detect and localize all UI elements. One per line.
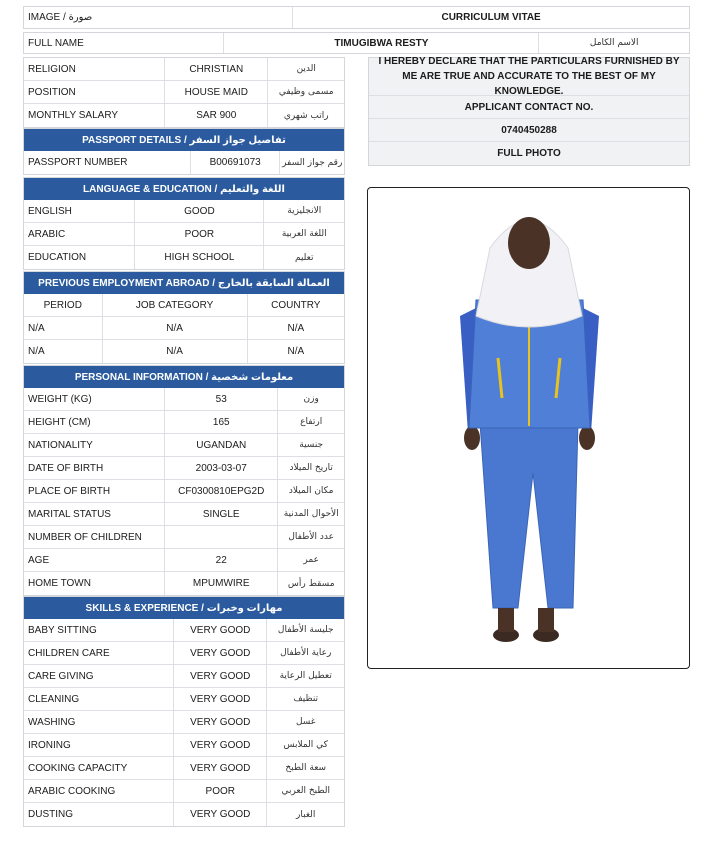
language-section <box>23 177 345 270</box>
table-row <box>24 81 344 104</box>
row-label-ar: غسل <box>266 711 344 733</box>
row-label-ar: مسمى وظيفي <box>267 81 344 103</box>
table-row <box>24 246 344 269</box>
left-hand <box>464 426 480 450</box>
row-label-ar: تعطيل الرعاية <box>266 665 344 687</box>
full-photo-label: FULL PHOTO <box>497 148 561 159</box>
row-label-ar: جنسية <box>277 434 344 456</box>
face-shape <box>508 217 550 269</box>
declaration-panel <box>368 57 690 166</box>
row-value: CHRISTIAN <box>164 58 267 80</box>
table-row <box>24 619 344 642</box>
employment-country: N/A <box>247 317 344 339</box>
row-label: NUMBER OF CHILDREN <box>28 531 142 543</box>
row-label-ar: سعة الطبخ <box>266 757 344 779</box>
table-row <box>24 151 344 174</box>
table-row <box>24 549 344 572</box>
row-value: VERY GOOD <box>173 803 266 826</box>
row-label: DUSTING <box>28 809 73 820</box>
cv-title: CURRICULUM VITAE <box>292 7 689 28</box>
row-value <box>164 526 277 548</box>
right-ankle <box>538 608 554 632</box>
table-row <box>24 58 344 81</box>
row-value: 53 <box>164 388 277 410</box>
table-row <box>24 642 344 665</box>
row-value: MPUMWIRE <box>164 572 277 595</box>
table-row <box>24 688 344 711</box>
row-value: POOR <box>134 223 263 245</box>
row-value: 165 <box>164 411 277 433</box>
row-value: GOOD <box>134 200 263 222</box>
passport-label-ar: رقم جواز السفر <box>279 151 344 174</box>
row-label: NATIONALITY <box>28 439 93 451</box>
table-row <box>24 480 344 503</box>
row-label: HEIGHT (CM) <box>28 416 91 428</box>
table-row <box>24 711 344 734</box>
skills-section <box>23 596 345 827</box>
employment-header-row <box>24 294 344 317</box>
cv-header-row <box>23 6 690 29</box>
passport-section <box>23 128 345 175</box>
full-photo <box>367 187 690 669</box>
table-row <box>24 665 344 688</box>
row-value: VERY GOOD <box>173 734 266 756</box>
row-label-ar: الغبار <box>266 803 344 826</box>
row-label: HOME TOWN <box>28 578 91 589</box>
row-value: VERY GOOD <box>173 757 266 779</box>
row-label: RELIGION <box>28 63 76 75</box>
contact-number: 0740450288 <box>369 119 689 142</box>
row-label-ar: الانجليزية <box>263 200 344 222</box>
passport-label: PASSPORT NUMBER <box>28 157 128 168</box>
row-value: SINGLE <box>164 503 277 525</box>
row-label: CHILDREN CARE <box>28 647 110 659</box>
row-label-ar: كي الملابس <box>266 734 344 756</box>
employment-title: PREVIOUS EMPLOYMENT ABROAD / العمالة السابقة بالخارج <box>24 272 344 294</box>
row-label-ar: عدد الأطفال <box>277 526 344 548</box>
row-label-ar: رعاية الأطفال <box>266 642 344 664</box>
employment-country: N/A <box>247 340 344 363</box>
language-title: LANGUAGE & EDUCATION / اللغة والتعليم <box>24 178 344 200</box>
row-label: CARE GIVING <box>28 670 94 682</box>
row-label-ar: راتب شهري <box>267 104 344 127</box>
row-label: DATE OF BIRTH <box>28 462 104 474</box>
row-label: IRONING <box>28 739 71 751</box>
left-ankle <box>498 608 514 632</box>
row-value: VERY GOOD <box>173 711 266 733</box>
right-hand <box>579 426 595 450</box>
employment-period: N/A <box>28 346 45 357</box>
row-value: 22 <box>164 549 277 571</box>
table-row <box>24 200 344 223</box>
row-label-ar: تاريخ الميلاد <box>277 457 344 479</box>
row-label: CLEANING <box>28 693 80 705</box>
personal-section <box>23 365 345 596</box>
row-label-ar: عمر <box>277 549 344 571</box>
row-value: HOUSE MAID <box>164 81 267 103</box>
row-label-ar: مسقط رأس <box>277 572 344 595</box>
column-header: PERIOD <box>43 299 82 311</box>
skills-title: SKILLS & EXPERIENCE / مهارات وخبرات <box>24 597 344 619</box>
row-label-ar: وزن <box>277 388 344 410</box>
row-value: VERY GOOD <box>173 642 266 664</box>
employment-section <box>23 271 345 364</box>
row-label-ar: جليسة الأطفال <box>266 619 344 641</box>
table-row <box>24 104 344 127</box>
table-row <box>24 223 344 246</box>
table-row <box>24 411 344 434</box>
row-label-ar: تعليم <box>263 246 344 269</box>
row-label: ARABIC COOKING <box>28 785 116 797</box>
table-row <box>24 503 344 526</box>
row-label: MONTHLY SALARY <box>28 110 119 121</box>
contact-label: APPLICANT CONTACT NO. <box>369 96 689 119</box>
row-label-ar: اللغة العربية <box>263 223 344 245</box>
row-label: ENGLISH <box>28 205 72 217</box>
table-row <box>24 434 344 457</box>
row-label: AGE <box>28 554 50 566</box>
image-label: IMAGE / صورة <box>28 12 93 23</box>
employment-job: N/A <box>102 340 247 363</box>
row-value: 2003-03-07 <box>164 457 277 479</box>
full-name-ar: الاسم الكامل <box>538 33 689 53</box>
full-name-row <box>23 32 690 54</box>
row-label-ar: مكان الميلاد <box>277 480 344 502</box>
row-label-ar: ارتفاع <box>277 411 344 433</box>
table-row <box>24 780 344 803</box>
table-row <box>24 734 344 757</box>
table-row <box>24 317 344 340</box>
table-row <box>24 572 344 595</box>
row-label: BABY SITTING <box>28 624 97 636</box>
table-row <box>24 388 344 411</box>
declaration-text: I HEREBY DECLARE THAT THE PARTICULARS FURNISHED BY ME ARE TRUE AND ACCURATE TO THE BEST OF MY KNOWLEDGE. <box>369 58 689 96</box>
full-name-value: TIMUGIBWA RESTY <box>223 33 538 53</box>
passport-title: PASSPORT DETAILS / تفاصيل جواز السفر <box>24 129 344 151</box>
row-value: HIGH SCHOOL <box>134 246 263 269</box>
table-row <box>24 526 344 549</box>
row-label: COOKING CAPACITY <box>28 762 128 774</box>
passport-number: B00691073 <box>190 151 279 174</box>
row-label-ar: الدين <box>267 58 344 80</box>
employment-period: N/A <box>28 322 45 334</box>
row-value: CF0300810EPG2D <box>164 480 277 502</box>
table-row <box>24 340 344 363</box>
table-row <box>24 457 344 480</box>
row-label: MARITAL STATUS <box>28 508 111 520</box>
row-label-ar: تنظيف <box>266 688 344 710</box>
row-label: WEIGHT (KG) <box>28 393 92 405</box>
row-value: VERY GOOD <box>173 688 266 710</box>
employment-job: N/A <box>102 317 247 339</box>
table-row <box>24 757 344 780</box>
basic-info-table <box>23 57 345 128</box>
applicant-photo-illustration <box>368 188 690 669</box>
trousers-shape <box>480 423 578 608</box>
row-value: POOR <box>173 780 266 802</box>
row-label: EDUCATION <box>28 252 87 263</box>
row-value: VERY GOOD <box>173 665 266 687</box>
table-row <box>24 803 344 826</box>
row-label: WASHING <box>28 716 76 728</box>
row-label: POSITION <box>28 86 76 98</box>
column-header: COUNTRY <box>247 294 344 316</box>
column-header: JOB CATEGORY <box>102 294 247 316</box>
row-value: UGANDAN <box>164 434 277 456</box>
row-value: VERY GOOD <box>173 619 266 641</box>
row-label-ar: الطبخ العربي <box>266 780 344 802</box>
row-label-ar: الأحوال المدنية <box>277 503 344 525</box>
row-label: ARABIC <box>28 228 66 240</box>
row-value: SAR 900 <box>164 104 267 127</box>
full-name-label: FULL NAME <box>28 37 84 49</box>
row-label: PLACE OF BIRTH <box>28 485 111 497</box>
personal-title: PERSONAL INFORMATION / معلومات شخصية <box>24 366 344 388</box>
